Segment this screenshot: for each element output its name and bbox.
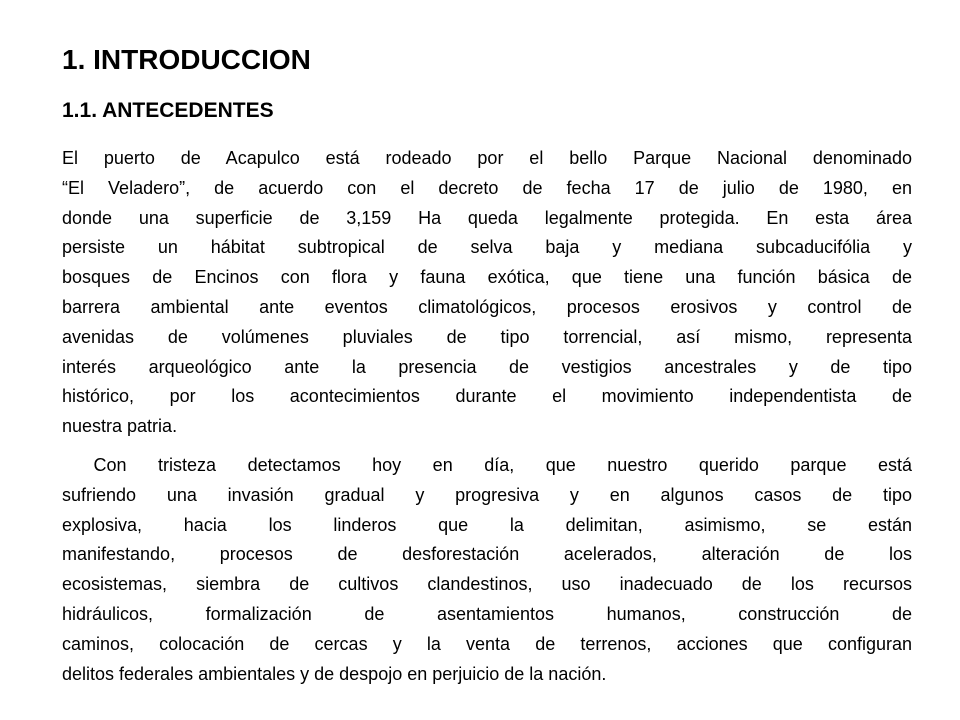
paragraph-line: delitos federales ambientales y de despojo en perjuicio de la nación. <box>62 663 607 684</box>
paragraph-line: manifestando, procesos de desforestación acelerados, alteración de los <box>62 544 912 565</box>
paragraph-line: nuestra patria. <box>62 416 178 437</box>
paragraph-line: barrera ambiental ante eventos climatológicos, procesos erosivos y control de <box>62 296 912 317</box>
paragraph-line: avenidas de volúmenes pluviales de tipo torrencial, así mismo, representa <box>62 326 912 347</box>
paragraph-antecedentes-1 <box>62 144 912 442</box>
section-heading: 1. INTRODUCCION <box>62 44 311 75</box>
paragraph-line: interés arqueológico ante la presencia de vestigios ancestrales y de tipo <box>62 356 912 377</box>
paragraph-line: histórico, por los acontecimientos durante el movimiento independentista de <box>62 386 912 407</box>
paragraph-line: hidráulicos, formalización de asentamientos humanos, construcción de <box>62 603 912 624</box>
paragraph-antecedentes-2 <box>62 451 912 689</box>
paragraph-line: ecosistemas, siembra de cultivos clandestinos, uso inadecuado de los recursos <box>62 574 912 595</box>
paragraph-line: caminos, colocación de cercas y la venta de terrenos, acciones que configuran <box>62 633 912 654</box>
paragraph-line: donde una superficie de 3,159 Ha queda legalmente protegida. En esta área <box>62 207 912 228</box>
paragraph-line: El puerto de Acapulco está rodeado por el bello Parque Nacional denominado <box>62 148 912 168</box>
paragraph-line: persiste un hábitat subtropical de selva baja y mediana subcaducifólia y <box>62 237 912 258</box>
subsection-heading: 1.1. ANTECEDENTES <box>62 99 274 122</box>
paragraph-line: bosques de Encinos con flora y fauna exótica, que tiene una función básica de <box>62 267 912 288</box>
paragraph-line: “El Veladero”, de acuerdo con el decreto de fecha 17 de julio de 1980, en <box>62 177 912 198</box>
paragraph-line: explosiva, hacia los linderos que la delimitan, asimismo, se están <box>62 514 912 535</box>
paragraph-line: Con tristeza detectamos hoy en día, que nuestro querido parque está <box>62 455 912 475</box>
paragraph-line: sufriendo una invasión gradual y progresiva y en algunos casos de tipo <box>62 484 912 505</box>
